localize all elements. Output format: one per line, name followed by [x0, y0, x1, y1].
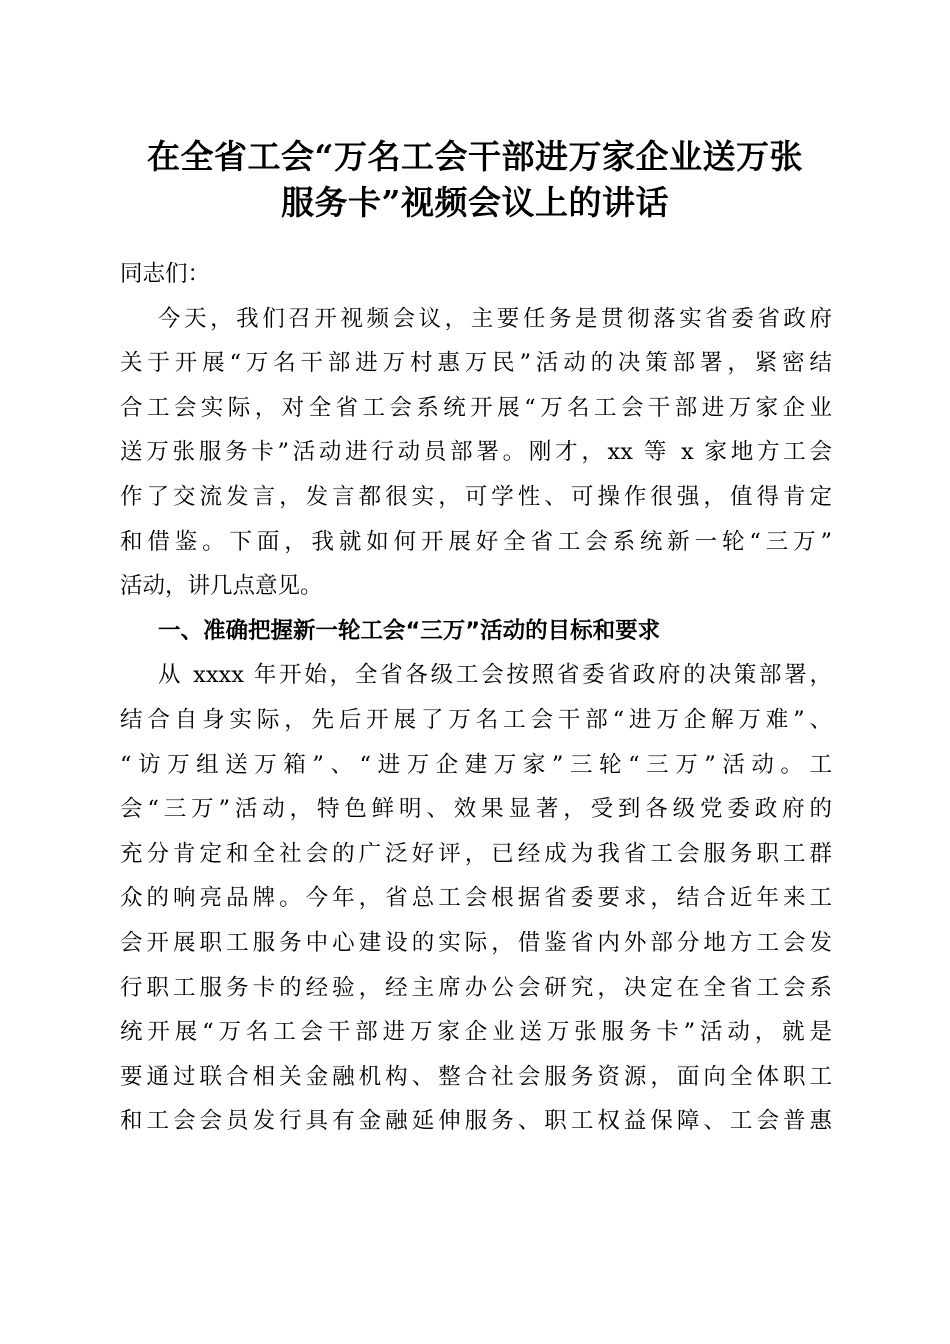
document-body: [120, 252, 832, 1144]
paragraph-line: 会“三万”活动，特色鲜明、效果显著，受到各级党委政府的: [120, 796, 832, 823]
salutation: 同志们：: [120, 261, 211, 287]
paragraph-2: [120, 653, 832, 1144]
paragraph-line: 要通过联合相关金融机构、整合社会服务资源，面向全体职工: [120, 1063, 832, 1090]
paragraph-line: 今天，我们召开视频会议，主要任务是贯彻落实省委省政府: [158, 305, 832, 332]
document-title: [110, 134, 840, 226]
paragraph-line: 统开展“万名工会干部进万家企业送万张服务卡”活动，就是: [120, 1019, 832, 1046]
paragraph-line: “访万组送万箱”、“进万企建万家”三轮“三万”活动。工: [120, 751, 832, 778]
paragraph-line: 和借鉴。下面，我就如何开展好全省工会系统新一轮“三万”: [120, 528, 832, 555]
paragraph-line: 行职工服务卡的经验，经主席办公会研究，决定在全省工会系: [120, 974, 832, 1001]
paragraph-line: 合工会实际，对全省工会系统开展“万名工会干部进万家企业: [120, 394, 832, 421]
paragraph-line: 从 xxxx 年开始，全省各级工会按照省委省政府的决策部署，: [158, 662, 832, 689]
paragraph-line: 众的响亮品牌。今年，省总工会根据省委要求，结合近年来工: [120, 885, 832, 912]
paragraph-1: [120, 297, 832, 609]
title-line: 服务卡”视频会议上的讲话: [281, 183, 669, 222]
paragraph-line: 作了交流发言，发言都很实，可学性、可操作很强，值得肯定: [120, 483, 832, 510]
paragraph-line: 和工会会员发行具有金融延伸服务、职工权益保障、工会普惠: [120, 1108, 832, 1135]
paragraph-line: 结合自身实际，先后开展了万名工会干部“进万企解万难”、: [120, 706, 832, 733]
paragraph-line: 活动，讲几点意见。: [120, 573, 323, 600]
paragraph-line: 关于开展“万名干部进万村惠万民”活动的决策部署，紧密结: [120, 350, 832, 377]
paragraph-line: 会开展职工服务中心建设的实际，借鉴省内外部分地方工会发: [120, 929, 832, 956]
paragraph-line: 充分肯定和全社会的广泛好评，已经成为我省工会服务职工群: [120, 840, 832, 867]
paragraph-line: 送万张服务卡”活动进行动员部署。刚才，xx 等 x 家地方工会: [120, 439, 832, 466]
section-heading: 一、准确把握新一轮工会“三万”活动的目标和要求: [158, 617, 661, 644]
title-line: 在全省工会“万名工会干部进万家企业送万张: [147, 137, 803, 176]
